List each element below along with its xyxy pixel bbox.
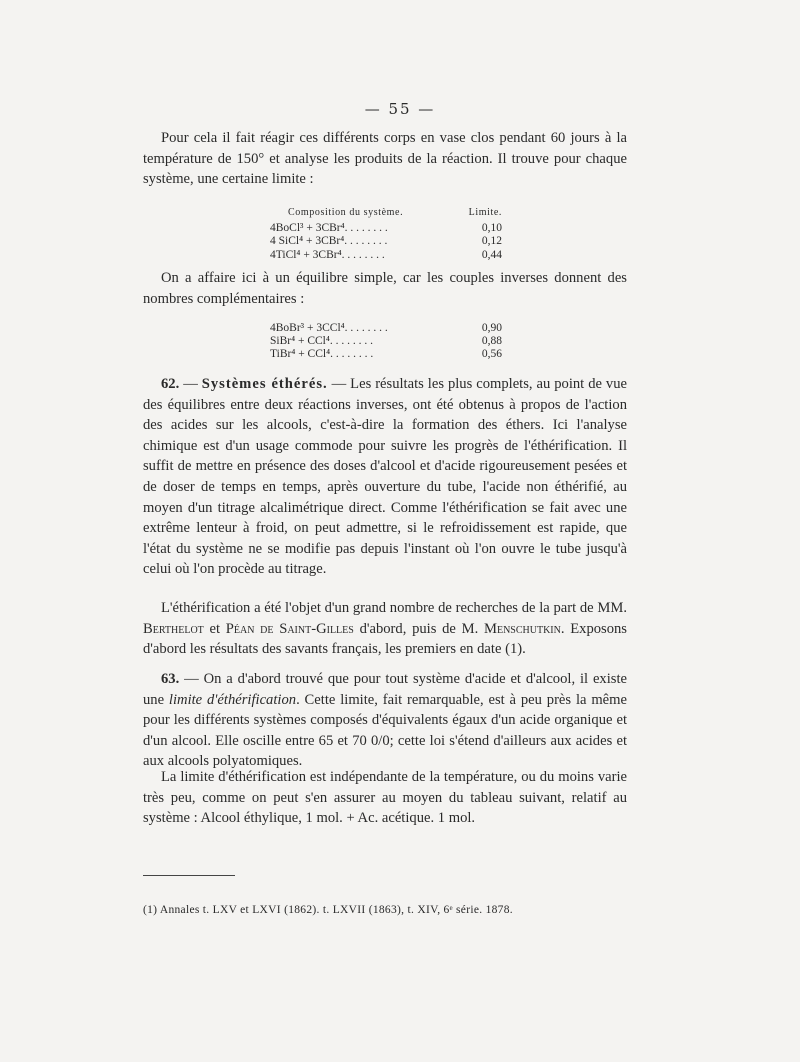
intro-text: Pour cela il fait réagir ces différents corps en vase clos pendant 60 jours à la température de 150° et analyse les produits de la réaction. Il trouve pour chaque système, une certaine limite : [143, 130, 627, 188]
table-system: 4 SiCl⁴ + 3CBr⁴. . . . . . . . [270, 235, 388, 248]
ether-text-4: . Exposons d'abord les résultats des savants français, les premiers en date (1). [143, 620, 627, 658]
table-header-limit: Limite. [468, 207, 502, 218]
paragraph-limite [143, 767, 627, 829]
table-value: 0,44 [481, 248, 502, 261]
ether-text-2: et [203, 620, 226, 637]
table-row [270, 249, 502, 262]
ether-text-1: L'éthérification a été l'objet d'un grand nombre de recherches de la part de MM. [161, 600, 627, 616]
table-system: 4BoCl³ + 3CBr⁴. . . . . . . . [270, 222, 388, 235]
equilibre-text: On a affaire ici à un équilibre simple, car les couples inverses donnent des nombres complémentaires : [143, 270, 627, 307]
table-header-composition: Composition du système. [288, 207, 404, 218]
ether-text-3: d'abord, puis de M. [353, 620, 484, 637]
table-row [270, 322, 502, 335]
table-row [270, 235, 502, 248]
footnote-divider [143, 875, 235, 876]
table-row [270, 335, 502, 348]
table-row [270, 348, 502, 361]
section-63 [143, 669, 627, 772]
section-63-text-2: . Cette limite, fait remarquable, est à peu près la même pour les différents systèmes composés d'équivalents égaux d'un acide organique et d'un alcool. Elle oscille entre 65 et 70 0/0; cette loi s'étend d'ailleurs aux acides et aux alcools polyatomiques. [143, 691, 627, 770]
table-value: 0,88 [481, 335, 502, 348]
limite-text: La limite d'éthérification est indépendante de la température, ou du moins varie très peu, comme on peut s'en assurer au moyen du tableau suivant, relatif au système : Alcool éthylique, 1 mol. + Ac. acétique. 1 mol. [143, 769, 627, 827]
paragraph-intro [143, 128, 627, 190]
table-value: 0,12 [481, 235, 502, 248]
author-menschutkin: Menschutkin [483, 620, 561, 637]
table-system: SiBr⁴ + CCl⁴. . . . . . . . [270, 335, 374, 348]
table-limits-1 [270, 206, 502, 262]
section-63-text-1: — On a d'abord trouvé que pour tout système d'acide et d'alcool, il existe une [143, 671, 627, 708]
paragraph-etherification [143, 598, 627, 660]
author-pean-de-saint-gilles: Péan de Saint-Gilles [225, 620, 354, 637]
table-row [270, 222, 502, 235]
paragraph-equilibre [143, 268, 627, 309]
table-system: 4TiCl⁴ + 3CBr⁴. . . . . . . . [270, 248, 385, 261]
author-berthelot: Berthelot [143, 620, 204, 637]
section-62-number: 62. [161, 376, 180, 392]
page-number: — 55 — [364, 100, 436, 118]
footnote: (1) Annales t. LXV et LXVI (1862). t. LXVII (1863), t. XIV, 6ᵉ série. 1878. [143, 904, 513, 916]
table-value: 0,10 [481, 222, 502, 235]
limite-etherification: limite d'éthérification [168, 691, 297, 708]
section-62: 62. — Systèmes éthérés. — Les résultats les plus complets, au point de vue des équilibres entre deux réactions inverses, ont été obtenus à propos de l'action des acides sur les alcools, c'est-à-dire la formation des éthers. Ici l'analyse chimique est d'un usage commode pour suivre les progrès de l'éthérification. Il suffit de mettre en présence des doses d'alcool et d'acide rigoureusement pesées et de doser de temps en temps, après ouverture du tube, l'acide non éthérifié, au moyen d'un titrage alcalimétrique direct. Comme l'éthérification se fait avec une extrême lenteur à froid, on peut admettre, si le refroidissement est rapide, que l'état du système ne se modifie pas depuis l'instant où l'on ouvre le tube jusqu'à celui où l'on procède au titrage. [143, 376, 627, 578]
table-system: 4BoBr³ + 3CCl⁴. . . . . . . . [270, 322, 388, 334]
section-62-title: Systèmes éthérés. [201, 376, 328, 392]
section-62-text: — Les résultats les plus complets, au point de vue des équilibres entre deux réactions inverses, ont été obtenus à propos de l'action des acides sur les alcools, c'est-à-dire la formation des éthers. Ici l'analyse chimique est d'un usage commode pour suivre les progrès de l'éthérification. Il suffit de mettre en présence des doses d'alcool et d'acide rigoureusement pesées et de doser de temps en temps, après ouverture du tube, l'acide non éthérifié, au moyen d'un titrage alcalimétrique direct. Comme l'éthérification se fait avec une extrême lenteur à froid, on peut admettre, si le refroidissement est rapide, que l'état du système ne se modifie pas depuis l'instant où l'on ouvre le tube jusqu'à celui où l'on procède au titrage. [143, 376, 627, 578]
table-value: 0,56 [481, 348, 502, 361]
table-limits-2 [270, 322, 502, 362]
table-system: TiBr⁴ + CCl⁴. . . . . . . . [270, 348, 374, 361]
section-63-number: 63. [161, 671, 180, 687]
table-value: 0,90 [481, 322, 502, 334]
